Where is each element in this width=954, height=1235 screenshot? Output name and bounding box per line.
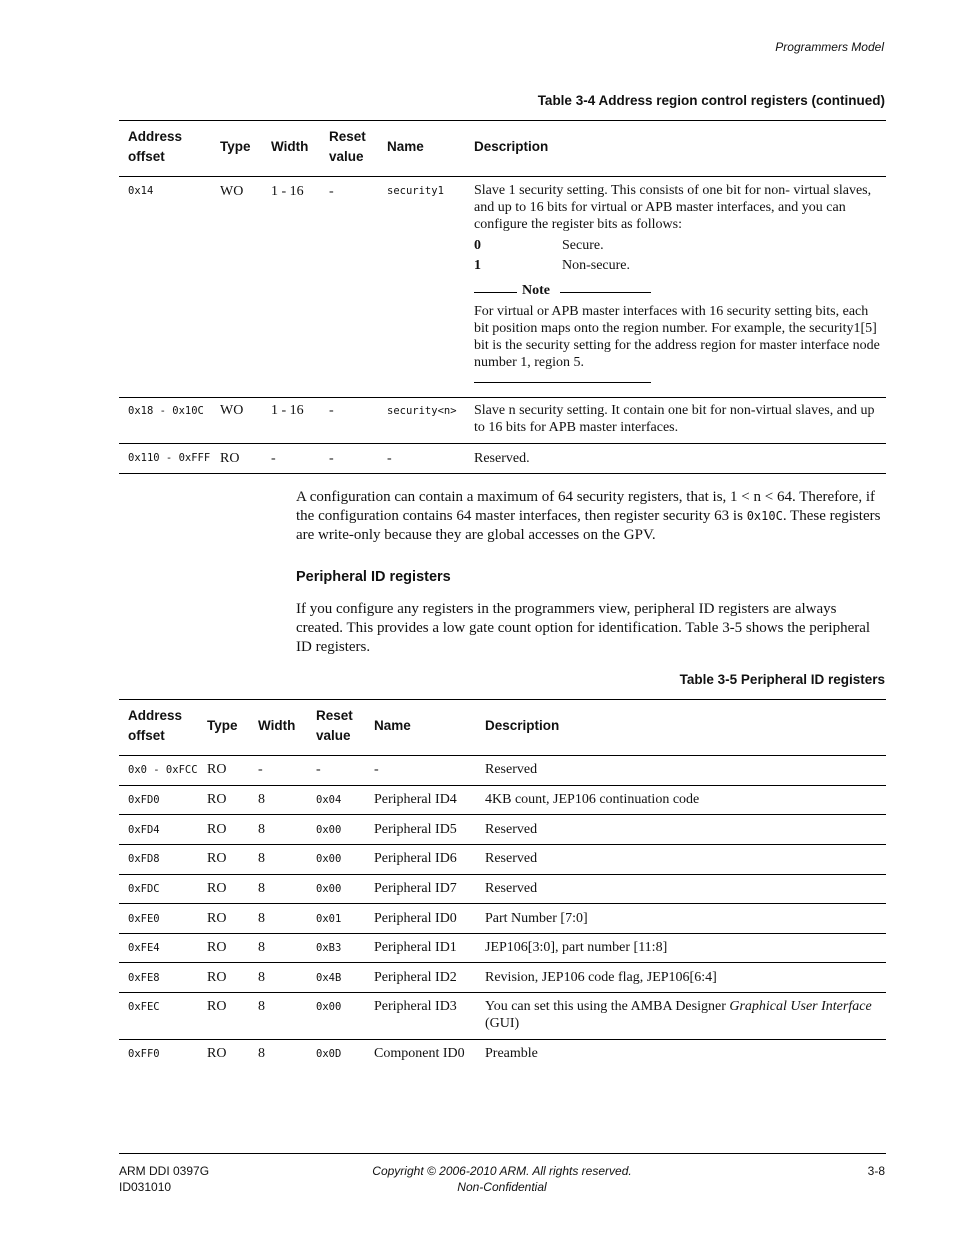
issue-id: ID031010 xyxy=(119,1180,172,1194)
register-name: Peripheral ID0 xyxy=(374,911,457,926)
reset-value: 0x4B xyxy=(316,972,342,984)
column-header-type: Type xyxy=(220,139,251,154)
row-divider xyxy=(119,962,886,963)
body-paragraph: A configuration can contain a maximum of 64 security registers, that is, 1 < n < 64. Therefore, if the configuration contains 64 master interfaces, then register security 63 is 0x10C. These registers are write-only because they are global accesses on the GPV. xyxy=(296,489,881,543)
register-name: Peripheral ID7 xyxy=(374,881,457,896)
register-name: Peripheral ID5 xyxy=(374,822,457,837)
address-offset: 0x14 xyxy=(128,185,154,197)
register-name: security1 xyxy=(387,185,444,197)
column-header-name: Name xyxy=(374,718,411,733)
register-type: RO xyxy=(207,970,227,985)
address-offset: 0x18 - 0x10C xyxy=(128,405,204,417)
register-name: Peripheral ID1 xyxy=(374,940,457,955)
register-width: 8 xyxy=(258,940,265,955)
bit-value: 0 xyxy=(474,238,481,253)
address-offset: 0xFE0 xyxy=(128,913,160,925)
body-paragraph: If you configure any registers in the programmers view, peripheral ID registers are always created. This provides a low gate count option for identification. Table 3-5 shows the peripheral ID registers. xyxy=(296,601,871,655)
note-heading: Note xyxy=(522,283,550,298)
column-header-reset: Reset value xyxy=(316,708,353,743)
reset-value: 0x00 xyxy=(316,824,342,836)
reset-value: 0x04 xyxy=(316,794,342,806)
register-description: Reserved xyxy=(485,822,538,837)
reset-value: 0x00 xyxy=(316,853,342,865)
register-name: Peripheral ID3 xyxy=(374,999,457,1014)
register-type: RO xyxy=(207,881,227,896)
register-name: security<n> xyxy=(387,405,457,417)
row-divider xyxy=(119,785,886,786)
row-divider xyxy=(119,814,886,815)
register-type: RO xyxy=(207,762,227,777)
register-name: Peripheral ID2 xyxy=(374,970,457,985)
register-width: 8 xyxy=(258,822,265,837)
footer-doc-ids xyxy=(119,1163,209,1195)
row-divider xyxy=(119,397,886,398)
register-type: RO xyxy=(220,451,240,466)
footer-center xyxy=(302,1163,702,1195)
table-3-5-header-rule xyxy=(119,755,886,756)
register-type: RO xyxy=(207,822,227,837)
footer-rule xyxy=(119,1153,886,1154)
register-name: Component ID0 xyxy=(374,1046,465,1061)
page-number: 3-8 xyxy=(867,1164,885,1178)
row-divider xyxy=(119,933,886,934)
register-description: Reserved. xyxy=(474,451,530,466)
reset-value: 0xB3 xyxy=(316,942,342,954)
table-3-4-caption: Table 3-4 Address region control registers (continued) xyxy=(537,93,885,108)
column-header-description: Description xyxy=(485,718,560,733)
reset-value: 0x00 xyxy=(316,1001,342,1013)
inline-code: 0x10C xyxy=(746,509,783,523)
register-width: 8 xyxy=(258,999,265,1014)
confidentiality-label: Non-Confidential xyxy=(457,1180,547,1194)
address-offset: 0x110 - 0xFFF xyxy=(128,452,211,464)
register-name: - xyxy=(374,762,379,777)
register-type: RO xyxy=(207,851,227,866)
column-header-address: Address offset xyxy=(128,129,183,164)
reset-value: - xyxy=(316,762,321,777)
address-offset: 0x0 - 0xFCC xyxy=(128,764,198,776)
register-name: Peripheral ID4 xyxy=(374,792,457,807)
bit-meaning: Non-secure. xyxy=(562,258,631,273)
row-divider xyxy=(119,903,886,904)
register-description: Slave 1 security setting. This consists of one bit for non- virtual slaves, and up to 16 bits for virtual or APB master interfaces, and you can configure the register bits as follows: xyxy=(474,183,872,232)
register-width: 8 xyxy=(258,970,265,985)
register-type: RO xyxy=(207,1046,227,1061)
reset-value: 0x00 xyxy=(316,883,342,895)
register-type: RO xyxy=(207,999,227,1014)
register-description: Revision, JEP106 code flag, JEP106[6:4] xyxy=(485,970,717,985)
register-description: Slave n security setting. It contain one bit for non-virtual slaves, and up to 16 bits for APB master interfaces. xyxy=(474,403,875,435)
register-type: RO xyxy=(207,792,227,807)
row-divider xyxy=(119,844,886,845)
register-width: 8 xyxy=(258,881,265,896)
reset-value: - xyxy=(329,451,334,466)
register-width: 8 xyxy=(258,1046,265,1061)
address-offset: 0xFE8 xyxy=(128,972,160,984)
row-divider xyxy=(119,1039,886,1040)
register-width: 8 xyxy=(258,911,265,926)
copyright-notice: Copyright © 2006-2010 ARM. All rights reserved. xyxy=(372,1164,632,1178)
register-type: RO xyxy=(207,940,227,955)
register-width: 1 - 16 xyxy=(271,403,304,418)
register-description: Reserved xyxy=(485,881,538,896)
table-3-4-header-rule xyxy=(119,176,886,177)
register-description: Preamble xyxy=(485,1046,538,1061)
table-3-5-top-rule xyxy=(119,699,886,700)
address-offset: 0xFEC xyxy=(128,1001,160,1013)
register-description: You can set this using the AMBA Designer Graphical User Interface (GUI) xyxy=(485,999,872,1031)
column-header-description: Description xyxy=(474,139,549,154)
note-rule-right xyxy=(560,292,651,293)
register-width: 8 xyxy=(258,851,265,866)
address-offset: 0xFF0 xyxy=(128,1048,160,1060)
note-rule-left xyxy=(474,292,517,293)
reset-value: - xyxy=(329,403,334,418)
register-description: JEP106[3:0], part number [11:8] xyxy=(485,940,668,955)
address-offset: 0xFD0 xyxy=(128,794,160,806)
column-header-name: Name xyxy=(387,139,424,154)
register-description: Reserved xyxy=(485,851,538,866)
bit-meaning: Secure. xyxy=(562,238,604,253)
note-text: For virtual or APB master interfaces with 16 security setting bits, each bit position maps onto the region number. For example, the security1[5] bit is the security setting for the address region for master interface node number 1, region 5. xyxy=(474,304,880,370)
register-width: - xyxy=(271,451,276,466)
column-header-width: Width xyxy=(271,139,309,154)
table-3-4-top-rule xyxy=(119,120,886,121)
row-divider xyxy=(119,992,886,993)
reset-value: 0x01 xyxy=(316,913,342,925)
address-offset: 0xFD8 xyxy=(128,853,160,865)
address-offset: 0xFE4 xyxy=(128,942,160,954)
row-divider xyxy=(119,443,886,444)
address-offset: 0xFDC xyxy=(128,883,160,895)
register-type: WO xyxy=(220,403,244,418)
table-3-5-caption: Table 3-5 Peripheral ID registers xyxy=(679,672,885,687)
reset-value: - xyxy=(329,184,334,199)
column-header-type: Type xyxy=(207,718,238,733)
register-type: WO xyxy=(220,184,244,199)
column-header-address: Address offset xyxy=(128,708,183,743)
register-name: - xyxy=(387,451,392,466)
register-description: Reserved xyxy=(485,762,538,777)
running-header: Programmers Model xyxy=(775,40,884,54)
register-name: Peripheral ID6 xyxy=(374,851,457,866)
address-offset: 0xFD4 xyxy=(128,824,160,836)
section-heading: Peripheral ID registers xyxy=(296,569,451,585)
bit-value: 1 xyxy=(474,258,481,273)
document-number: ARM DDI 0397G xyxy=(119,1164,210,1178)
register-width: 8 xyxy=(258,792,265,807)
register-description: 4KB count, JEP106 continuation code xyxy=(485,792,700,807)
column-header-width: Width xyxy=(258,718,296,733)
register-width: 1 - 16 xyxy=(271,184,304,199)
table-3-4-bottom-rule xyxy=(119,473,886,474)
register-width: - xyxy=(258,762,263,777)
note-rule-bottom xyxy=(474,382,651,383)
register-description: Part Number [7:0] xyxy=(485,911,588,926)
reset-value: 0x0D xyxy=(316,1048,342,1060)
column-header-reset: Reset value xyxy=(329,129,366,164)
register-type: RO xyxy=(207,911,227,926)
row-divider xyxy=(119,874,886,875)
